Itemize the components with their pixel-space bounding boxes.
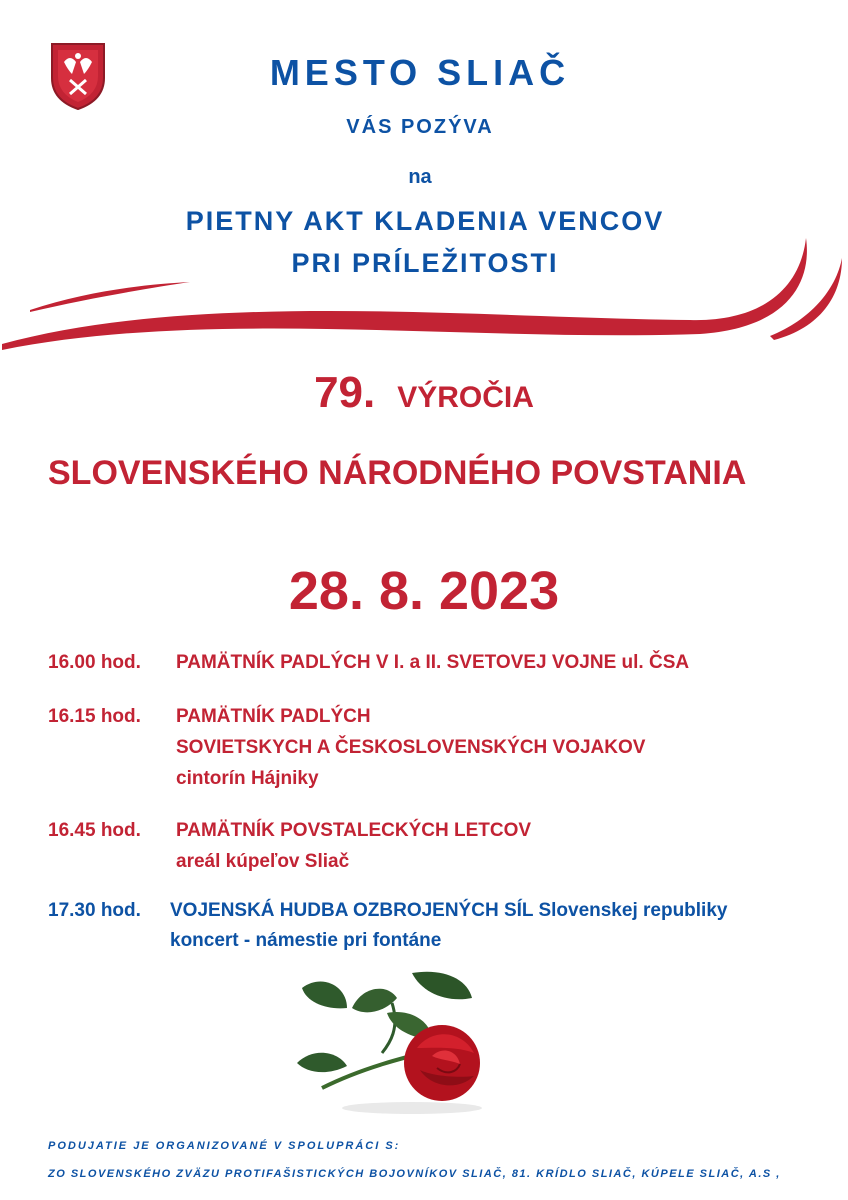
coat-of-arms-icon [48,40,108,112]
schedule-line: SOVIETSKYCH A ČESKOSLOVENSKÝCH VOJAKOV [176,737,646,758]
schedule-line: cintorín Hájniky [176,768,319,789]
connector-text: na [408,166,432,188]
town-title: MESTO SLIAČ [269,52,571,93]
schedule-line: PAMÄTNÍK PADLÝCH [176,706,371,727]
schedule-time: 16.45 hod. [48,820,141,841]
schedule-time: 17.30 hod. [48,900,141,921]
schedule-time: 16.15 hod. [48,706,141,727]
uprising-name: SLOVENSKÉHO NÁRODNÉHO POVSTANIA [48,454,747,492]
schedule-line: PAMÄTNÍK PADLÝCH V I. a II. SVETOVEJ VOJNE ul. ČSA [176,652,690,673]
schedule-line: koncert - námestie pri fontáne [170,930,442,951]
schedule-line: areál kúpeľov Sliač [176,851,350,872]
schedule-line: VOJENSKÁ HUDBA OZBROJENÝCH SÍL Slovenskej republiky [170,900,728,921]
anniversary-word: VÝROČIA [397,381,534,414]
red-swoosh [0,230,848,355]
event-title-line1: PIETNY AKT KLADENIA VENCOV [185,206,665,236]
invites-text: VÁS POZÝVA [346,116,494,138]
footer-partners: ZO SLOVENSKÉHO ZVÄZU PROTIFAŠISTICKÝCH BOJOVNÍKOV SLIAČ, 81. KRÍDLO SLIAČ, KÚPELE SLIAČ, A.S , [48,1168,781,1180]
schedule-time: 16.00 hod. [48,652,141,673]
footer-heading: PODUJATIE JE ORGANIZOVANÉ V SPOLUPRÁCI S: [48,1140,401,1152]
event-title-line2: PRI PRÍLEŽITOSTI [291,248,559,278]
anniversary-heading [0,368,848,418]
schedule-line: PAMÄTNÍK POVSTALECKÝCH LETCOV [176,820,532,841]
red-rose-icon [292,968,492,1118]
event-date: 28. 8. 2023 [288,561,560,621]
anniversary-number: 79. [314,368,376,417]
